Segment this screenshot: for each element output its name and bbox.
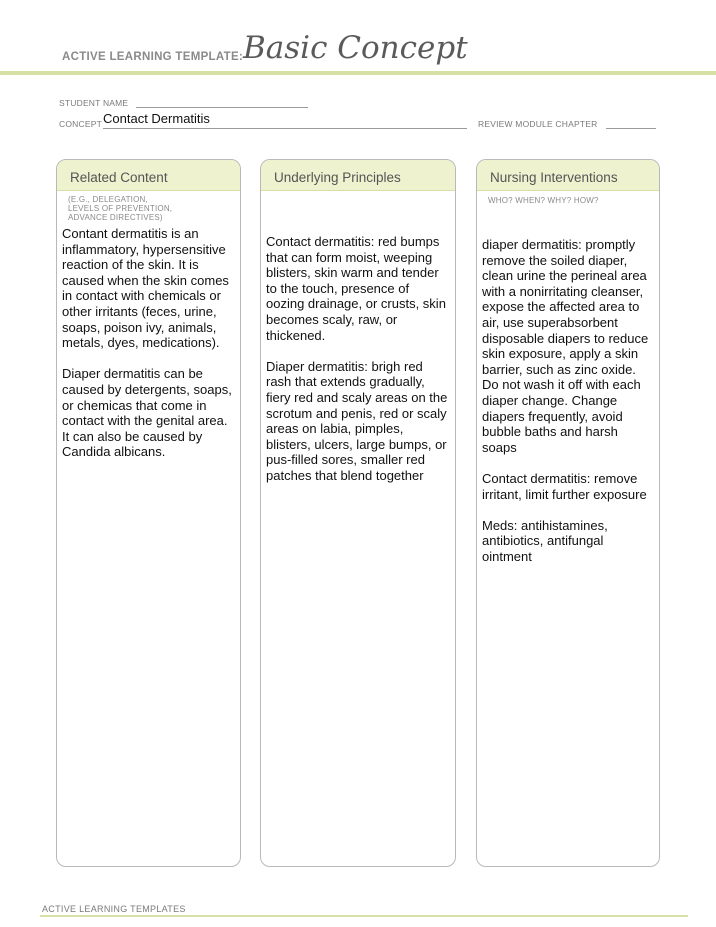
subtitle-line: (E.G., DELEGATION, [68,195,148,204]
paragraph: Meds: antihistamines, antibiotics, antifungal ointment [482,517,608,564]
template-label: ACTIVE LEARNING TEMPLATE: [62,51,244,63]
subtitle-line: WHO? WHEN? WHY? HOW? [488,196,599,205]
column-underlying-principles [260,159,456,867]
column-header [477,160,659,191]
page-title: Basic Concept [243,30,468,66]
footer-label: ACTIVE LEARNING TEMPLATES [42,904,186,914]
paragraph: diaper dermatitis: promptly remove the soiled diaper, clean urine the perineal area with a nonirritating cleanser, expose the affected area to air, use superabsorbent disposable diapers to reduce skin exposure, apply a skin barrier, such as zinc oxide. Do not wash it off with each diaper change. Change diapers frequently, avoid bubble baths and harsh soaps [482,237,649,455]
column-subtitle [477,191,659,205]
column-header [57,160,240,191]
header-divider [0,71,716,75]
column-title: Nursing Interventions [490,170,618,185]
paragraph: Contact dermatitis: remove irritant, limit further exposure [482,470,647,502]
subtitle-line: ADVANCE DIRECTIVES) [68,213,163,222]
review-module-label: REVIEW MODULE CHAPTER [478,119,598,129]
concept-label: CONCEPT [59,119,102,129]
column-text-area[interactable] [477,205,659,564]
paragraph: Diaper dermatitis: brigh red rash that extends gradually, fiery red and scaly areas on the scrotum and penis, red or scaly areas on labia, pimples, blisters, ulcers, large bumps, or pus-filled sores, smaller red patches that blend together [266,358,448,483]
student-name-field[interactable] [136,107,308,108]
column-title: Related Content [70,170,168,185]
concept-value: Contact Dermatitis [103,111,210,126]
paragraph: Contant dermatitis is an inflammatory, hypersensitive reaction of the skin. It is caused when the skin comes in contact with chemicals or other irritants (feces, urine, soaps, poison ivy, animals, metals, dyes, medications). [62,226,229,351]
student-name-label: STUDENT NAME [59,98,129,108]
page-header [0,0,716,70]
column-text-area[interactable] [261,191,455,484]
subtitle-line: LEVELS OF PREVENTION, [68,204,173,213]
paragraph: Contact dermatitis: red bumps that can form moist, weeping blisters, skin warm and tender to the touch, presence of oozing drainage, or crusts, skin becomes scaly, raw, or thickened. [266,234,446,343]
paragraph: Diaper dermatitis can be caused by detergents, soaps, or chemicas that come in contact with the genital area. It can also be caused by Candida albicans. [62,366,232,460]
column-title: Underlying Principles [274,170,401,185]
column-nursing-interventions [476,159,660,867]
column-subtitle [57,191,240,222]
column-related-content [56,159,241,867]
concept-field[interactable] [103,111,467,129]
column-header [261,160,455,191]
review-module-field[interactable] [606,128,656,129]
column-text-area[interactable] [57,222,240,460]
footer-divider [40,915,688,917]
